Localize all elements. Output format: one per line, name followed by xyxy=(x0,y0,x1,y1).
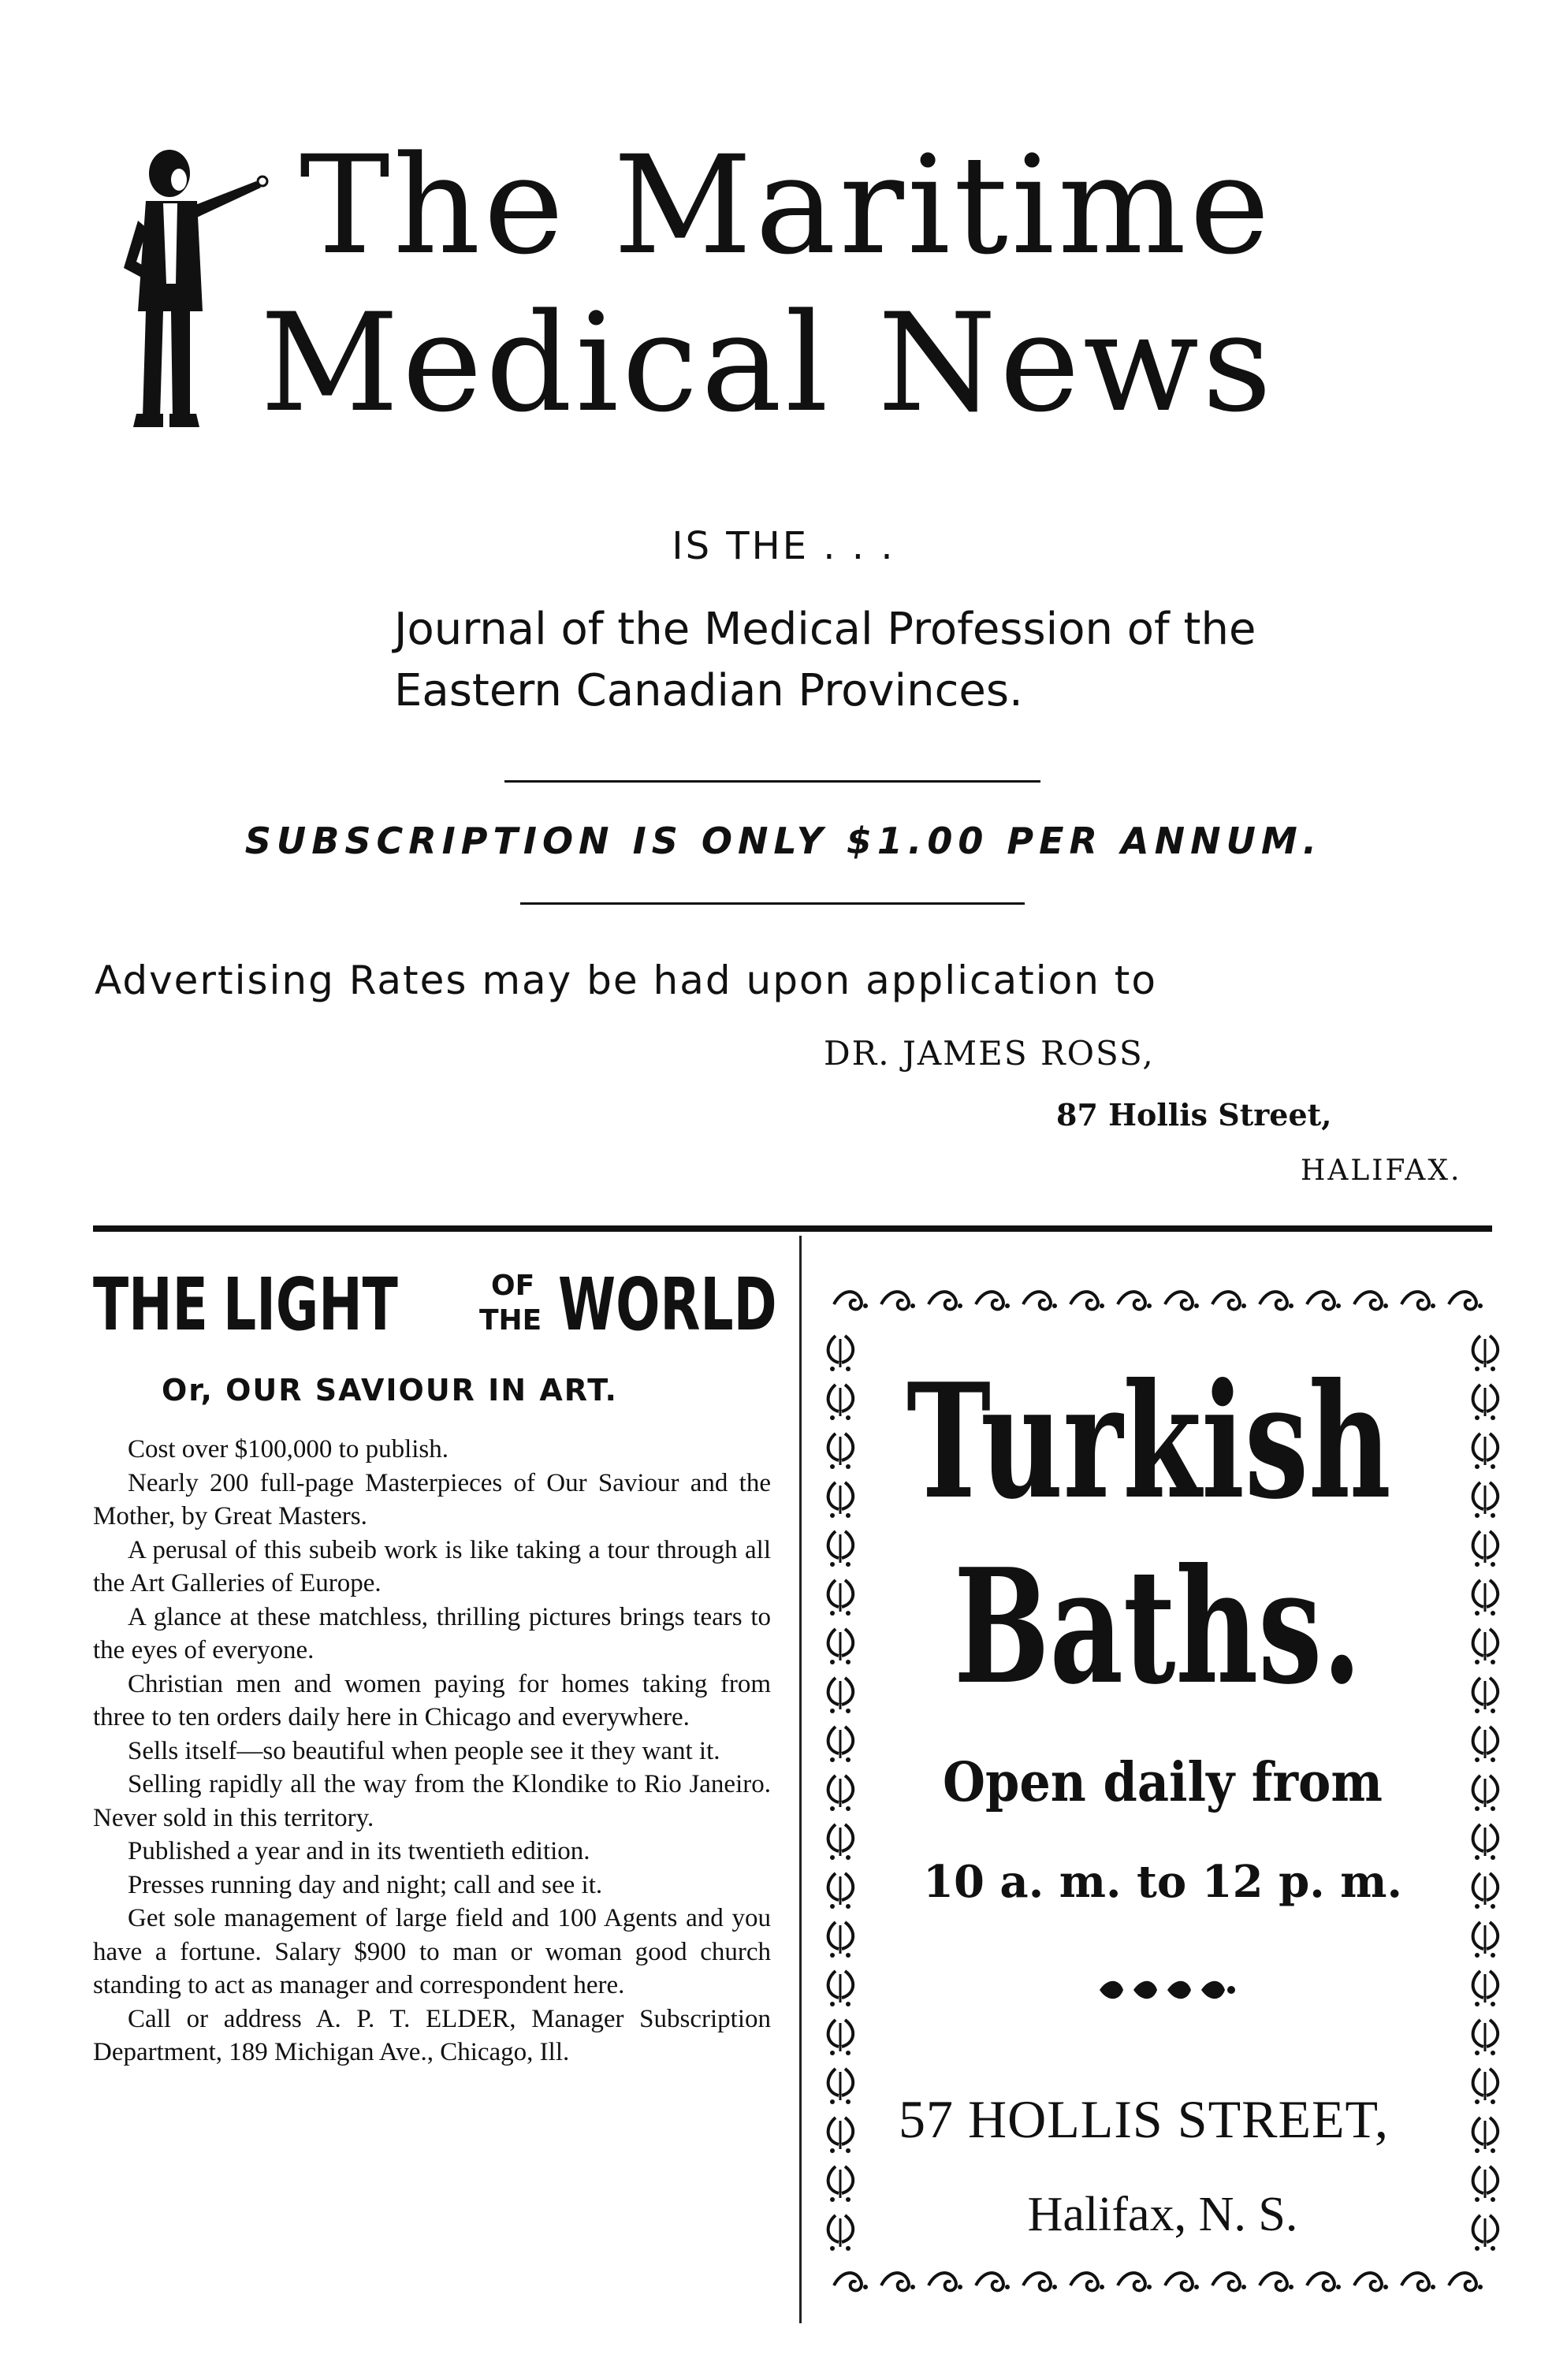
border-bottom xyxy=(834,2273,1483,2290)
turkish-title: Turkish xyxy=(906,1349,1391,1534)
heading-word-the: THE xyxy=(93,1263,208,1347)
body-paragraph: A glance at these matchless, thrilling pictures brings tears to the eyes of everyone. xyxy=(93,1602,771,1664)
body-paragraph: Cost over $100,000 to publish. xyxy=(128,1435,449,1463)
journal-line1: Journal of the Medical Profession of the xyxy=(394,604,1256,655)
is-the-text: IS THE . . . xyxy=(672,524,895,568)
section-divider xyxy=(93,1225,1492,1232)
divider-top xyxy=(504,780,1040,783)
journal-description xyxy=(394,599,1256,722)
body-paragraph: Presses running day and night; call and see it. xyxy=(128,1870,603,1899)
body-paragraph: Get sole management of large field and 100 Agents and you have a fortune. Salary $900 to man or woman good church standing to act as manager and correspondent here. xyxy=(93,1904,771,1999)
open-daily-text: Open daily from xyxy=(943,1750,1383,1814)
saviour-subheading: Or, OUR SAVIOUR IN ART. xyxy=(162,1373,618,1408)
column-divider xyxy=(799,1236,802,2323)
masthead-title-line1: The Maritime xyxy=(300,126,1273,284)
body-paragraph: Call or address A. P. T. ELDER, Manager Subscription Department, 189 Michigan Ave., Chicago, Ill. xyxy=(93,2004,771,2066)
contact-name: DR. JAMES ROSS, xyxy=(824,1034,1155,1073)
body-paragraph: Published a year and in its twentieth edition. xyxy=(128,1837,590,1865)
heading-word-of: OF xyxy=(491,1270,535,1302)
contact-city: HALIFAX. xyxy=(1301,1155,1462,1187)
body-paragraph: Christian men and women paying for homes taking from three to ten orders daily here in Chicago and everywhere. xyxy=(93,1669,771,1731)
opening-hours-text: 10 a. m. to 12 p. m. xyxy=(923,1856,1402,1908)
advertising-rates-text: Advertising Rates may be had upon application to xyxy=(95,958,1158,1003)
heading-word-the-small: THE xyxy=(479,1304,542,1337)
decorative-flourish xyxy=(1096,1974,1238,2006)
masthead-title-line2: Medical News xyxy=(260,284,1275,442)
light-of-the-world-heading xyxy=(93,1263,777,1355)
baths-city: Halifax, N. S. xyxy=(1027,2188,1298,2241)
pointing-man-illustration xyxy=(114,134,272,433)
body-paragraph: Nearly 200 full-page Masterpieces of Our Saviour and the Mother, by Great Masters. xyxy=(93,1468,771,1530)
border-top xyxy=(834,1292,1483,1309)
light-of-the-world-body xyxy=(93,1433,771,2069)
body-paragraph: Selling rapidly all the way from the Klondike to Rio Janeiro. Never sold in this territory. xyxy=(93,1770,771,1832)
baths-title: Baths. xyxy=(954,1534,1362,1720)
baths-address: 57 HOLLIS STREET, xyxy=(899,2089,1390,2149)
body-paragraph: A perusal of this subeib work is like taking a tour through all the Art Galleries of Europe. xyxy=(93,1535,771,1597)
heading-word-world: WORLD xyxy=(558,1263,777,1347)
journal-line2: Eastern Canadian Provinces. xyxy=(394,665,1023,716)
heading-word-light: LIGHT xyxy=(223,1263,398,1347)
subscription-notice: SUBSCRIPTION IS ONLY $1.00 PER ANNUM. xyxy=(244,820,1323,862)
body-paragraph: Sells itself—so beautiful when people see it they want it. xyxy=(128,1736,720,1765)
divider-bottom xyxy=(520,902,1025,905)
contact-street: 87 Hollis Street, xyxy=(1056,1097,1332,1132)
